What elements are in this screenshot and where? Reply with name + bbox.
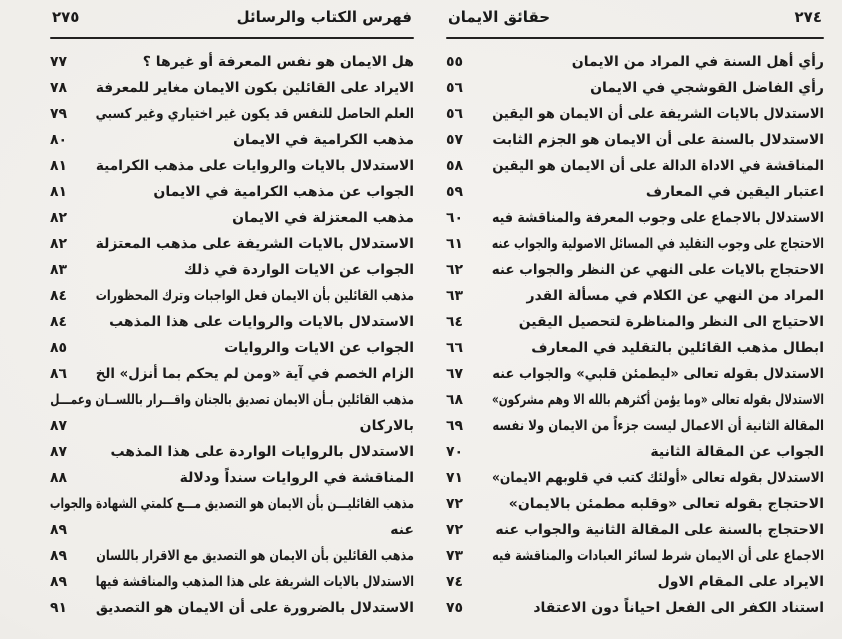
- right-running-title: حقائق الايمان: [448, 8, 551, 26]
- toc-entry: [446, 257, 824, 283]
- toc-entry: [50, 283, 414, 309]
- toc-entry-title: الاستدلال بقوله تعالى «وما يؤمن أكثرهم بالله الا وهم مشركون»: [491, 392, 824, 408]
- toc-entry-title: عنه: [390, 522, 414, 538]
- toc-entry-title: الاحتجاج على وجوب التقليد في المسائل الاصولية والجواب عنه: [491, 236, 824, 252]
- toc-entry: [446, 491, 824, 517]
- toc-entry-page: ٧٤: [446, 574, 464, 590]
- toc-entry-title: المراد من النهي عن الكلام في مسألة القدر: [526, 288, 824, 304]
- toc-entry-page: ٧٥: [446, 600, 464, 616]
- toc-entry-title: مذهب القائلين بـأن الايمان تصديق بالجنان واقـــرار باللســان وعمـــل: [50, 392, 415, 408]
- toc-entry-page: ٨٤: [50, 288, 68, 304]
- toc-entry: [446, 49, 824, 75]
- toc-entry-page: ٨٢: [50, 210, 68, 226]
- toc-entry-page: ٩١: [50, 600, 68, 616]
- toc-entry-page: ٦١: [446, 236, 464, 252]
- toc-entry-page: ٨٩: [50, 548, 68, 564]
- right-header-rule: [446, 37, 824, 39]
- toc-entry: [50, 439, 414, 465]
- toc-entry: [446, 179, 824, 205]
- toc-entry: [50, 595, 414, 621]
- toc-entry: [446, 413, 824, 439]
- toc-entry-title: الاستدلال بقوله تعالى «أولئك كتب في قلوبهم الايمان»: [492, 470, 824, 486]
- toc-entry-page: ٨٢: [50, 236, 68, 252]
- toc-entry: [50, 465, 414, 491]
- toc-entry-continued: [50, 387, 414, 413]
- right-page-number: ٢٧٤: [794, 8, 822, 26]
- toc-entry-title: المقالة الثانية أن الاعمال ليست جزءاً من الايمان ولا نفسه: [492, 418, 824, 434]
- toc-entry-page: ٨٩: [50, 522, 68, 538]
- toc-entry-page: ٦٣: [446, 288, 464, 304]
- toc-entry-title: الاستدلال بالايات الشريفة على أن الايمان هو اليقين: [492, 106, 824, 122]
- toc-entry-page: ٧٧: [50, 54, 68, 70]
- toc-entry-title: هل الايمان هو نفس المعرفة أو غيرها ؟: [142, 54, 414, 70]
- toc-entry-page: ٥٩: [446, 184, 464, 200]
- toc-entry: [50, 569, 414, 595]
- toc-entry-title: المناقشة في الروايات سنداً ودلالة: [179, 470, 414, 486]
- toc-entry: [446, 517, 824, 543]
- toc-entry-page: ٨٧: [50, 444, 68, 460]
- toc-entry-page: ٨٥: [50, 340, 68, 356]
- toc-entry-page: ٨٣: [50, 262, 68, 278]
- toc-entry-page: ٧٠: [446, 444, 464, 460]
- toc-entry-page: ٨٧: [50, 418, 68, 434]
- left-page-header: [50, 6, 414, 32]
- toc-entry-title: الايراد على القائلين بكون الايمان مغاير للمعرفة: [95, 80, 414, 96]
- toc-entry: [50, 127, 414, 153]
- toc-entry: [50, 309, 414, 335]
- toc-entry-title: الاستدلال بالسنة على أن الايمان هو الجزم الثابت: [492, 132, 824, 148]
- toc-entry-title: مذهب الكرامية في الايمان: [233, 132, 414, 148]
- toc-entry-title: مذهب القائلين بأن الايمان فعل الواجبات وترك المحظورات: [95, 288, 414, 304]
- toc-entry-title: الايراد على المقام الاول: [657, 574, 824, 590]
- toc-entry-title: الاستدلال بقوله تعالى «ليطمئن قلبي» والجواب عنه: [492, 366, 824, 382]
- toc-entry-title: مذهب القائليـــن بأن الايمان هو التصديق مـــع كلمتي الشهادة والجواب: [49, 496, 414, 512]
- toc-entry-page: ٧١: [446, 470, 464, 486]
- toc-entry-page: ٦٨: [446, 392, 464, 408]
- toc-entry-page: ٦٠: [446, 210, 464, 226]
- toc-entry-page: ٦٦: [446, 340, 464, 356]
- toc-entry-title: الاستدلال بالايات الشريفة على هذا المذهب والمناقشة فيها: [95, 574, 414, 590]
- toc-entry: [50, 335, 414, 361]
- toc-entry: [50, 75, 414, 101]
- toc-entry-page: ٥٥: [446, 54, 464, 70]
- toc-entry: [50, 153, 414, 179]
- toc-entry: [446, 75, 824, 101]
- toc-entry: [50, 101, 414, 127]
- toc-entry: [50, 543, 414, 569]
- toc-entry-title: ابطال مذهب القائلين بالتقليد في المعارف: [531, 340, 824, 356]
- toc-entry-title: الاستدلال بالاجماع على وجوب المعرفة والمناقشة فيه: [491, 210, 824, 226]
- toc-entry-title: رأي الفاضل القوشجي في الايمان: [590, 80, 824, 96]
- toc-entry-title: استناد الكفر الى الفعل احياناً دون الاعتقاد: [533, 600, 824, 616]
- toc-entry-page: ٧٣: [446, 548, 464, 564]
- toc-entry-page: ٨٩: [50, 574, 68, 590]
- toc-entry-title: الاحتجاج بقوله تعالى «وقلبه مطمئن بالايمان»: [508, 496, 824, 512]
- toc-entry-page: ٦٢: [446, 262, 464, 278]
- toc-entry-page: ٦٩: [446, 418, 464, 434]
- toc-entry: [446, 335, 824, 361]
- toc-entry-page: ٨٠: [50, 132, 68, 148]
- toc-entry: [50, 179, 414, 205]
- toc-entry-title: الاستدلال بالايات الشريفة على مذهب المعتزلة: [95, 236, 414, 252]
- toc-entry-page: ٧٩: [50, 106, 68, 122]
- toc-entry-page: ٦٧: [446, 366, 464, 382]
- toc-entry-title: اعتبار اليقين في المعارف: [645, 184, 824, 200]
- toc-entry: [446, 361, 824, 387]
- toc-entry-page: ٥٦: [446, 106, 464, 122]
- toc-entry-page: ٧٢: [446, 522, 464, 538]
- left-page-number: ٢٧٥: [52, 8, 80, 26]
- toc-entry-page: ٨٨: [50, 470, 68, 486]
- toc-entry-page: ٨٦: [50, 366, 68, 382]
- toc-entry-title: رأي أهل السنة في المراد من الايمان: [571, 54, 824, 70]
- right-page-header: [446, 6, 824, 32]
- toc-entry-title: الاستدلال بالضرورة على أن الايمان هو التصديق: [95, 600, 414, 616]
- toc-entry-page: ٨١: [50, 184, 68, 200]
- toc-entry-title: الجواب عن الايات والروايات: [224, 340, 414, 356]
- left-toc-entries: [50, 49, 414, 621]
- toc-entry-title: الاجماع على أن الايمان شرط لسائر العبادات والمناقشة فيه: [492, 548, 824, 564]
- left-page: [50, 6, 414, 621]
- right-toc-entries: [446, 49, 824, 621]
- toc-entry-title: الجواب عن الايات الواردة في ذلك: [183, 262, 414, 278]
- toc-entry: [50, 231, 414, 257]
- toc-entry-title: الجواب عن مذهب الكرامية في الايمان: [153, 184, 414, 200]
- toc-entry-title: الاحتجاج بالايات على النهي عن النظر والجواب عنه: [491, 262, 824, 278]
- toc-entry: [50, 205, 414, 231]
- toc-entry: [446, 153, 824, 179]
- toc-entry: [446, 205, 824, 231]
- toc-entry: [446, 387, 824, 413]
- toc-entry: [446, 465, 824, 491]
- toc-entry-page: ٧٨: [50, 80, 68, 96]
- toc-entry-title: الجواب عن المقالة الثانية: [650, 444, 824, 460]
- left-running-title: فهرس الكتاب والرسائل: [236, 8, 412, 26]
- toc-entry: [446, 309, 824, 335]
- toc-entry-title: الاستدلال بالايات والروايات على مذهب الكرامية: [95, 158, 414, 174]
- toc-entry: [50, 413, 414, 439]
- toc-entry-title: المناقشة في الاداة الدالة على أن الايمان هو اليقين: [492, 158, 824, 174]
- toc-entry: [446, 127, 824, 153]
- toc-entry: [446, 101, 824, 127]
- toc-entry-title: الاحتياج الى النظر والمناظرة لتحصيل اليقين: [518, 314, 824, 330]
- toc-entry: [50, 517, 414, 543]
- right-page: [446, 6, 824, 621]
- toc-entry: [446, 543, 824, 569]
- toc-entry-title: الزام الخصم في آية «ومن لم يحكم بما أنزل» الخ: [95, 366, 415, 382]
- toc-entry-title: العلم الحاصل للنفس قد يكون غير اختياري وغير كسبي: [95, 106, 415, 122]
- toc-entry-page: ٨٤: [50, 314, 68, 330]
- toc-entry: [50, 361, 414, 387]
- toc-entry: [446, 231, 824, 257]
- toc-entry-title: مذهب القائلين بأن الايمان هو التصديق مع الاقرار باللسان: [96, 548, 414, 564]
- toc-entry: [50, 257, 414, 283]
- toc-entry: [446, 595, 824, 621]
- toc-entry-continued: [50, 491, 414, 517]
- toc-entry: [446, 439, 824, 465]
- toc-entry: [446, 569, 824, 595]
- toc-entry-page: ٥٦: [446, 80, 464, 96]
- toc-entry-title: بالاركان: [359, 418, 414, 434]
- toc-entry-title: الاحتجاج بالسنة على المقالة الثانية والجواب عنه: [495, 522, 824, 538]
- toc-entry-page: ٧٢: [446, 496, 464, 512]
- toc-entry: [50, 49, 414, 75]
- toc-entry-page: ٥٧: [446, 132, 464, 148]
- left-header-rule: [50, 37, 414, 39]
- toc-entry-page: ٥٨: [446, 158, 464, 174]
- toc-entry-title: مذهب المعتزلة في الايمان: [232, 210, 414, 226]
- toc-entry: [446, 283, 824, 309]
- toc-entry-title: الاستدلال بالايات والروايات على هذا المذهب: [109, 314, 414, 330]
- toc-entry-title: الاستدلال بالروايات الواردة على هذا المذهب: [110, 444, 414, 460]
- toc-entry-page: ٨١: [50, 158, 68, 174]
- toc-entry-page: ٦٤: [446, 314, 464, 330]
